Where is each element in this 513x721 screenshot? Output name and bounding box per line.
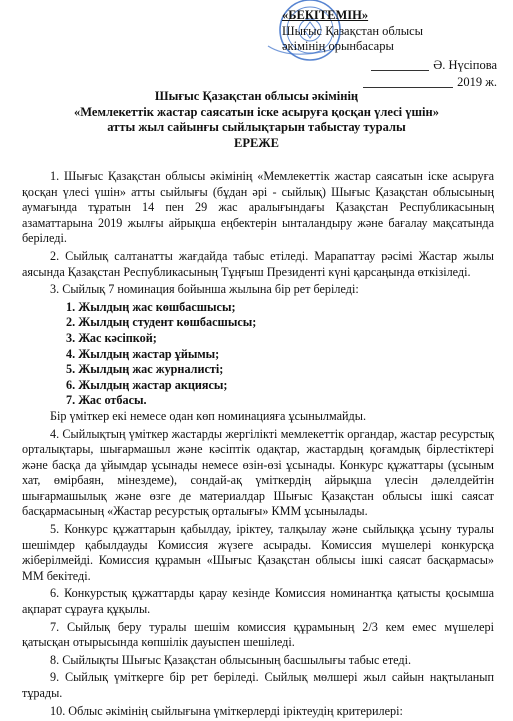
paragraph-3: 3. Сыйлық 7 номинация бойынша жылына бір рет беріледі: [50, 282, 359, 297]
nomination-item: 2. Жылдың студент көшбасшысы; [66, 315, 257, 330]
nomination-item: 1. Жылдың жас көшбасшысы; [66, 299, 236, 314]
paragraph-3-note: Бір үміткер екі немесе одан көп номинацияға ұсынылмайды. [50, 408, 366, 423]
paragraph-5: 5. Конкурс құжаттарын қабылдау, іріктеу, талқылау және сыйлыққа ұсыну туралы шешімдер қабылдауды Комиссия жүзеге асырады. Комиссия мүшелері конкурсқа жіберілмейді. Комиссия құрамын «Шығыс Қазақстан облысы ішкі саясат басқармасы» ММ бекітеді. [22, 522, 494, 583]
nomination-item: 4. Жылдың жастар ұйымы; [66, 346, 220, 361]
approval-block [282, 8, 497, 91]
approval-heading: «БЕКІТЕМІН» [282, 8, 369, 22]
paragraph-2: 2. Сыйлық салтанатты жағдайда табыс етіледі. Марапаттау рәсімі Жастар жылы аясында Қазақстан Республикасының Тұңғыш Президенті күні қарсаңында өткізіледі. [22, 248, 494, 279]
approval-region: Шығыс Қазақстан облысы [282, 23, 424, 38]
nomination-item: 7. Жас отбасы. [66, 393, 147, 408]
paragraph-7: 7. Сыйлық беру туралы шешім комиссия құрамының 2/3 кем емес мүшелері қатысқан отырысында көпшілік дауыспен шешіледі. [22, 619, 494, 650]
paragraph-6: 6. Конкурстық құжаттарды қарау кезінде Комиссия номинантқа қатысты қосымша ақпарат сұрауға құқылы. [22, 586, 494, 617]
signature-row [282, 58, 497, 74]
paragraph-4: 4. Сыйлықтың үміткер жастарды жергілікті мемлекеттік органдар, жастар ресурстық орталықтары, шығармашыл және кәсіптік одақтар, жастардың қоғамдық бірлестіктері және басқа да ұйымдар ұсынады немесе өзін-өзі ұсынады. Конкурс құжаттары (ұсыным хат, өмірбаян, мінездеме), сондай-ақ үміткердің айрықша үлесін дәлелдейтін шығармашылық және өзге де материалдар Шығыс Қазақстан облысы ішкі саясат басқармасының «Жастар ресурстық орталығы» КММ ұсынылады. [22, 426, 494, 519]
title-line-2: «Мемлекеттік жастар саясатын іске асыруға қосқан үлесі үшін» [74, 104, 439, 119]
paragraph-8: 8. Сыйлықты Шығыс Қазақстан облысының басшылығы табыс етеді. [50, 652, 412, 667]
approval-year: 2019 ж. [457, 75, 497, 89]
title-line-3: атты жыл сайынғы сыйлықтарын табыстау туралы [107, 120, 406, 134]
date-line [363, 75, 453, 88]
approval-position: әкімінің орынбасары [282, 39, 394, 53]
title-line-1: Шығыс Қазақстан облысы әкімінің [154, 89, 359, 103]
nomination-item: 6. Жылдың жастар акциясы; [66, 377, 228, 392]
nomination-item: 3. Жас кәсіпкой; [66, 330, 157, 345]
signature-line [371, 58, 429, 71]
paragraph-10: 10. Облыс әкімінің сыйлығына үміткерлерді іріктеудің критерилері: [50, 703, 403, 718]
signer-name: Ә. Нүсіпова [433, 57, 497, 72]
nomination-item: 5. Жылдың жас журналисті; [66, 362, 224, 377]
title-line-4: ЕРЕЖЕ [233, 135, 279, 150]
paragraph-9: 9. Сыйлық үміткерге бір рет беріледі. Сыйлық мөлшері жыл сайын нақтыланып тұрады. [22, 670, 494, 700]
paragraph-1: 1. Шығыс Қазақстан облысы әкімінің «Мемлекеттік жастар саясатын іске асыруға қосқан үлесі үшін» атты сыйлығы (бұдан әрі - сыйлық) Шығыс Қазақстан облысының аумағында тұратын 14 пен 29 жас аралығындағы Қазақстан Республикасының азаматтарына 2019 жылғы айрықша еңбектерін ынталандыру және бағалау мақсатында беріледі. [22, 169, 494, 246]
document-body [22, 169, 494, 721]
document-title [30, 89, 483, 151]
